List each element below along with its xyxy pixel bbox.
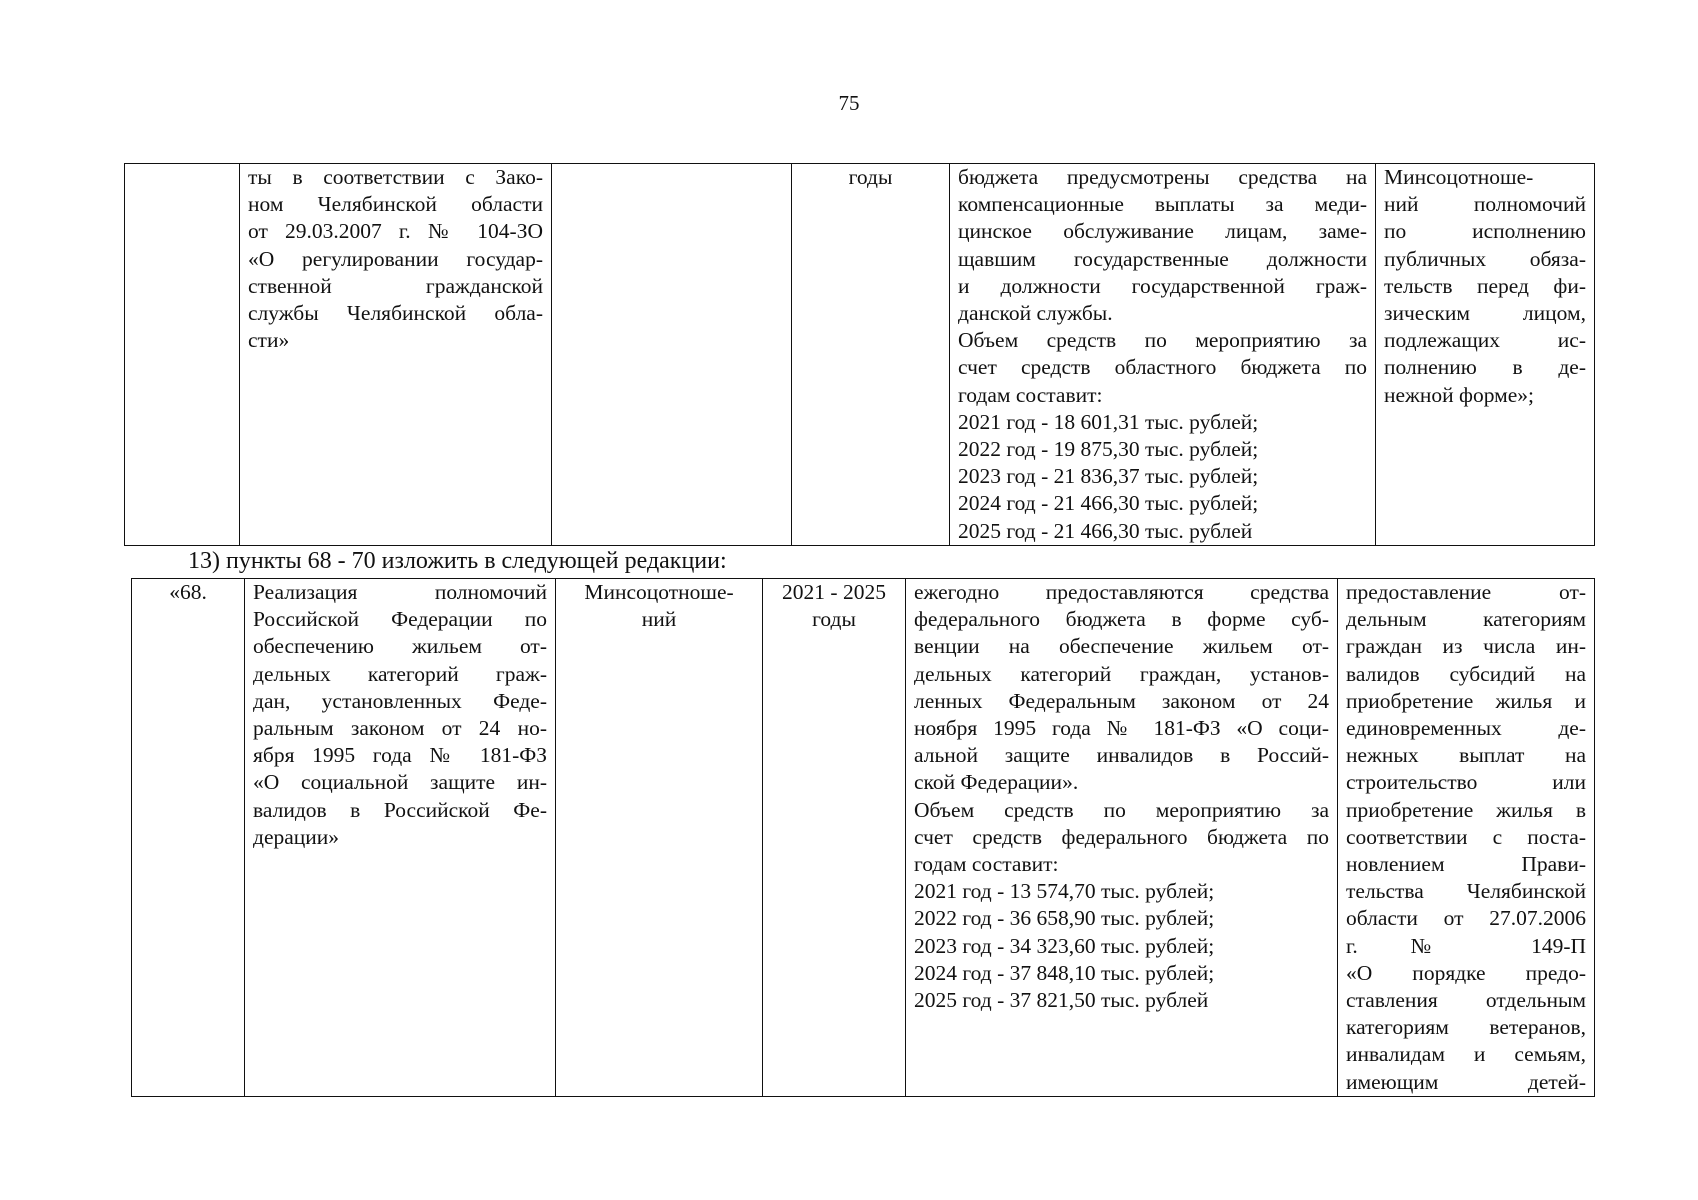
cell-measure-name — [245, 579, 556, 1097]
text-line: тельства Челябинской — [1346, 879, 1586, 904]
text-line: ской Федерации». — [914, 770, 1079, 795]
text-line: имеющим детей- — [1346, 1069, 1586, 1094]
text-line: 2025 год - 37 821,50 тыс. рублей — [914, 988, 1209, 1013]
text-line: ября 1995 года № 181-ФЗ — [253, 743, 547, 768]
text-line: данской службы. — [958, 301, 1113, 326]
text-line: 2022 год - 19 875,30 тыс. рублей; — [958, 437, 1259, 462]
section-heading: 13) пункты 68 - 70 изложить в следующей редакции: — [188, 548, 727, 574]
text-line: приобретение жилья и — [1346, 688, 1586, 713]
text-line: и должности государственной граж- — [958, 273, 1367, 298]
table-row — [125, 164, 1595, 546]
text-line: 2021 год - 18 601,31 тыс. рублей; — [958, 409, 1259, 434]
text-line: Объем средств по мероприятию за — [914, 797, 1329, 822]
cell-result — [1338, 579, 1595, 1097]
text-line: «О регулировании государ- — [248, 246, 543, 271]
text-line: компенсационные выплаты за меди- — [958, 192, 1367, 217]
text-line: нежных выплат на — [1346, 743, 1586, 768]
page-number: 75 — [838, 91, 860, 115]
text-line: Российской Федерации по — [253, 607, 547, 632]
cell-funding — [906, 579, 1338, 1097]
text-line: области от 27.07.2006 — [1346, 906, 1586, 931]
text-line: федерального бюджета в форме суб- — [914, 607, 1329, 632]
text-line: Минсоцотноше- — [1384, 165, 1534, 189]
text-line: 2025 год - 21 466,30 тыс. рублей — [958, 518, 1253, 543]
text-line: цинское обслуживание лицам, заме- — [958, 219, 1367, 244]
text-line: категориям ветеранов, — [1346, 1015, 1586, 1040]
text-line: подлежащих ис- — [1384, 328, 1586, 353]
text-line: дерации» — [253, 824, 340, 849]
text-line: счет средств федерального бюджета по — [914, 824, 1329, 849]
text-line: от 29.03.2007 г. № 104-ЗО — [248, 219, 543, 244]
text-line: счет средств областного бюджета по — [958, 355, 1367, 380]
text-line: 2021 год - 13 574,70 тыс. рублей; — [914, 879, 1215, 904]
text-line: 2023 год - 34 323,60 тыс. рублей; — [914, 933, 1215, 958]
text-line: валидов субсидий на — [1346, 661, 1586, 686]
text-line: сти» — [248, 328, 290, 353]
text-line: полнению в де- — [1384, 355, 1586, 380]
text-line: годы — [812, 607, 856, 632]
text-line: годам составит: — [914, 852, 1059, 877]
text-line: инвалидам и семьям, — [1346, 1042, 1586, 1067]
text-line: по исполнению — [1384, 219, 1586, 244]
text-line: 2024 год - 37 848,10 тыс. рублей; — [914, 960, 1215, 985]
text-line: ний — [641, 607, 677, 632]
text-line: годам составит: — [958, 382, 1103, 407]
text-line: «О социальной защите ин- — [253, 770, 547, 795]
text-line: дельным категориям — [1346, 607, 1586, 632]
text-line: валидов в Российской Фе- — [253, 797, 547, 822]
text-line: «О порядке предо- — [1346, 960, 1586, 985]
cell-executor — [556, 579, 763, 1097]
table-row — [132, 579, 1595, 1097]
text-line: ральным законом от 24 но- — [253, 716, 547, 741]
cell-executor — [552, 164, 792, 546]
measures-table — [131, 578, 1595, 1097]
text-line: 2022 год - 36 658,90 тыс. рублей; — [914, 906, 1215, 931]
text-line: строительство или — [1346, 770, 1586, 795]
cell-measure-name — [240, 164, 552, 546]
text-line: единовременных де- — [1346, 716, 1586, 741]
text-line: г. № 149-П — [1346, 933, 1586, 958]
text-line: Реализация полномочий — [253, 580, 547, 604]
cell-item-number: «68. — [132, 579, 245, 1097]
text-line: обеспечению жильем от- — [253, 634, 547, 659]
text-line: 2023 год - 21 836,37 тыс. рублей; — [958, 464, 1259, 489]
text-line: бюджета предусмотрены средства на — [958, 165, 1367, 189]
text-line: дельных категорий граж- — [253, 661, 547, 686]
text-line: 2024 год - 21 466,30 тыс. рублей; — [958, 491, 1259, 516]
text-line: Объем средств по мероприятию за — [958, 328, 1367, 353]
cell-item-number — [125, 164, 240, 546]
cell-period: годы — [792, 164, 950, 546]
text-line: ном Челябинской области — [248, 192, 543, 217]
text-line: дельных категорий граждан, установ- — [914, 661, 1329, 686]
text-line: тельств перед фи- — [1384, 273, 1586, 298]
cell-funding — [950, 164, 1376, 546]
text-line: щавшим государственные должности — [958, 246, 1367, 271]
text-line: ежегодно предоставляются средства — [914, 580, 1329, 604]
text-line: ленных Федеральным законом от 24 — [914, 688, 1329, 713]
text-line: публичных обяза- — [1384, 246, 1586, 271]
text-line: зическим лицом, — [1384, 301, 1586, 326]
cell-result — [1376, 164, 1595, 546]
text-line: нежной форме»; — [1384, 382, 1535, 407]
text-line: предоставление от- — [1346, 580, 1586, 604]
text-line: 2021 - 2025 — [782, 580, 886, 604]
text-line: ты в соответствии с Зако- — [248, 165, 543, 189]
text-line: новлением Прави- — [1346, 852, 1586, 877]
text-line: ставления отдельным — [1346, 988, 1586, 1013]
text-line: граждан из числа ин- — [1346, 634, 1586, 659]
text-line: соответствии с поста- — [1346, 824, 1586, 849]
text-line: альной защите инвалидов в Россий- — [914, 743, 1329, 768]
text-line: ний полномочий — [1384, 192, 1586, 217]
text-line: ственной гражданской — [248, 273, 543, 298]
text-line: приобретение жилья в — [1346, 797, 1586, 822]
text-line: дан, установленных Феде- — [253, 688, 547, 713]
text-line: венции на обеспечение жильем от- — [914, 634, 1329, 659]
measures-table-continuation — [124, 163, 1595, 546]
text-line: Минсоцотноше- — [584, 580, 734, 604]
cell-period — [763, 579, 906, 1097]
text-line: службы Челябинской обла- — [248, 301, 543, 326]
text-line: ноября 1995 года № 181-ФЗ «О соци- — [914, 716, 1329, 741]
